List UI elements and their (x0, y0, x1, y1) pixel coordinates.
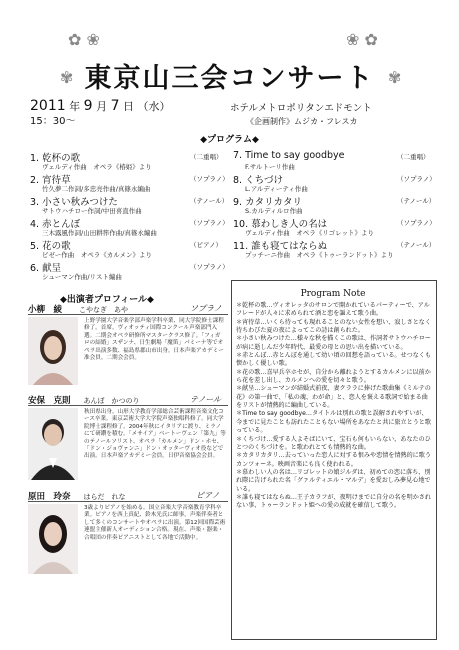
program-item-performer-tag: （テノール） (190, 197, 229, 205)
program-item-title: 10. 慕わしき人の名は (233, 219, 328, 230)
program-note-title: Program Note (300, 289, 366, 299)
performer-role: ソプラノ (190, 304, 222, 313)
program-item-composer: 竹久夢二作詞/多忠亮作曲/真篠永編曲 (42, 185, 151, 193)
program-item-title: 3. 小さい秋みつけた (30, 197, 118, 208)
performer-bio: 上野学園大学音楽学部声楽学科卒業、同大学院修士課程修了。首席。ヴィオッティ国際コンクール声楽部門入選。二期会オペラ研修所マスタークラス修了。「フィガロの結婚」スザンナ、日生劇場「魔笛」パミーナ等でオペラ出演多数、福島県郡山市出身。日本声楽アカデミー准会員。二期会会員。 (84, 318, 224, 362)
performer-name-text: 安保 克則 (28, 396, 71, 406)
program-item-performer-tag: （二重唱） (397, 153, 430, 161)
program-heading: ◆プログラム◆ (200, 135, 259, 145)
flower-decoration-icon: ✾ (60, 68, 74, 87)
program-note-paragraph: ＊献呈…シューマンが結婚式前夜、妻クララに捧げた歌曲集《ミルテの花》の第一曲で、「私の魂、わが命」と、恋人を褒える歌詞で始まる曲をリストが情熱的に編曲している。 (236, 385, 431, 410)
program-item-performer-tag: （ソプラノ） (397, 175, 436, 183)
venue: ホテルメトロポリタンエドモント (230, 103, 372, 114)
program-item-composer: プッチーニ作曲 オペラ《トゥーランドット》より (245, 251, 394, 259)
concert-time: 15：30～ (30, 116, 76, 127)
program-item-composer: ヴェルディ作曲 オペラ《リゴレット》より (245, 229, 375, 237)
divider (28, 405, 228, 406)
program-item-performer-tag: （ソプラノ） (397, 219, 436, 227)
performer-photo (28, 504, 78, 574)
program-item-title: 4. 赤とんぼ (30, 219, 81, 230)
program-item-title: 6. 献呈 (30, 263, 62, 274)
program-item-composer: ヴェルディ作曲 オペラ《椿姫》より (42, 163, 152, 171)
program-item-composer: 三木露風作詞/山田耕筰作曲/真篠永編曲 (42, 229, 157, 237)
date-year: 2011 (30, 98, 66, 114)
flower-decoration-icon: ✾ (388, 68, 402, 87)
performer-photo (28, 408, 78, 480)
program-item-title: 11. 誰も寝てはならぬ (233, 241, 328, 252)
program-note-paragraph: ＊赤とんぼ…赤とんぼを通して幼い頃の回想を語っている。せつなくも懐かしく優しい歌。 (236, 352, 431, 368)
program-note-paragraph: ＊慕わしい人の名は…リゴレットの娘ジルダは、初めての恋に落ち、別れ際に告げられた名「グァルティエル・マルデ」を愛おしみ夢見心地でいる。 (236, 468, 431, 493)
divider (28, 314, 228, 315)
program-item-performer-tag: （ソプラノ） (190, 219, 229, 227)
program-note-paragraph: ＊乾杯の歌…ヴィオレッタのサロンで開かれているパーティーで、アルフレードが人々に求められて酒と恋を謳えて歌う曲。 (236, 302, 430, 318)
program-item-title: 8. くちづけ (233, 175, 283, 186)
performer-kana: こやなぎ あや (78, 306, 128, 314)
performer-bio: 3歳よりピアノを始める。国立音楽大学音楽教育学科卒業。ピアノを西上真紀、鈴木光氏に師事。声楽伴奏者として多くのコンサートやオペラに出演。第12回国際芸術連盟主催新人オーディション合格。現在、声楽・器楽・合唱団の伴奏ピアニストとして各地で活動中。 (84, 505, 226, 541)
program-item-title: 5. 花の歌 (30, 241, 71, 252)
performer-kana: あんぼ かつのり (83, 397, 140, 405)
program-item-title: 7. Time to say goodbye (233, 150, 345, 161)
flower-decoration-icon: ❀ ✿ (346, 30, 378, 49)
program-note-paragraph: ＊小さい秋みつけた…様々な秋を描くこの歌は、作詞者サトウハチローが病に逝しんだ少年時代、最愛の母との思い出を描いている。 (236, 335, 431, 351)
program-item-title: 2. 宵待草 (30, 175, 71, 186)
program-item-composer: シューマン作曲/リスト編曲 (42, 273, 122, 281)
performer-role: ピアノ (196, 491, 220, 500)
program-note-paragraph: ＊花の歌…喜早兵卒ホセが、自分から離れようとするカルメンに以前から花を差し出し、カルメンへの愛を切々と歌う。 (236, 368, 431, 385)
program-item-composer: S.カルディルロ作曲 (245, 207, 303, 215)
date-weekday: （水） (137, 100, 171, 113)
program-item-performer-tag: （テノール） (397, 241, 436, 249)
concert-title: 東京山三会コンサート (84, 63, 375, 94)
program-note-text (236, 302, 432, 511)
date-day: 7 (110, 98, 120, 114)
program-note-paragraph: ＊誰も寝てはならぬ…王子カラフが、夜明けまでに自分の名を明かされない事、トゥーランドット姫への愛の成就を確信して歌う。 (236, 493, 431, 510)
program-item-performer-tag: （二重唱） (190, 153, 223, 161)
performer-bio: 秋田県出身。山形大学教育学部総合芸術課程音楽文化コース卒業。東京芸術大学大学院声楽独唱科修了。同大学院博士課程修了。2004年秋にイタリアに渡り、ミラノにて研鑽を積む。「メサイア」ベートーヴェン「第九」等のテノールソリスト、オペラ「カルメン」ドン・ホセ、「ドン・ジョヴァンニ」ドン・オッターヴィオ役などで出演。日本声楽アカデミー会員。日伊音楽協会会員。 (84, 409, 226, 460)
program-note-paragraph: ＊カタリカタリ…去っていった恋人に対する恨みや恋情を情熱的に歌うカンツォーネ。映画音楽にも良く使われる。 (236, 452, 431, 468)
performer-photo (28, 317, 78, 385)
organizer: 《企画制作》ムジカ・フレスカ (246, 117, 358, 126)
profile-heading: ◆出演者プロフィール◆ (60, 295, 154, 305)
program-item-title: 9. カタリカタリ (233, 197, 302, 208)
performer-role: テノール (190, 395, 222, 404)
program-item-performer-tag: （ソプラノ） (190, 175, 229, 183)
program-item-composer: ビゼー作曲 オペラ《カルメン》より (42, 251, 153, 259)
performer-kana: はらだ れな (83, 493, 126, 501)
program-item-composer: F.サルトーリ作曲 (245, 163, 295, 171)
date-month: 9 (83, 98, 93, 114)
date-month-unit: 月 (96, 100, 108, 113)
date-day-unit: 日 (122, 100, 134, 113)
program-item-performer-tag: （ソプラノ） (190, 263, 229, 271)
program-item-composer: L.アルディーティ作曲 (245, 185, 308, 193)
program-note-paragraph: ＊宵待草…いくら待っても現れることのない女性を想い、寂しさとなく待ちわびた夏の夜によってこの詩は創られた。 (236, 318, 431, 335)
flower-decoration-icon: ✿ ❀ (68, 30, 100, 49)
performer-name-text: 小柳 綾 (28, 305, 63, 315)
date-year-unit: 年 (69, 100, 81, 113)
program-note-paragraph: ＊くちづけ…愛する人よそばにいて、宝石も何もいらない、あなたのひとつのくちづけを。と歌われとても情熱的な曲。 (236, 435, 431, 451)
program-item-performer-tag: （ピアノ） (190, 241, 222, 249)
program-note-paragraph: ＊Time to say goodbye…タイトルは別れの歌と誤解されやすいが、今までに見たことも訪れたこともない場所をあなたと共に旅立とうと歌っている。 (236, 410, 431, 435)
divider (28, 501, 228, 502)
program-item-title: 1. 乾杯の歌 (30, 153, 81, 164)
performer-name-text: 原田 玲奈 (28, 492, 71, 502)
program-item-performer-tag: （テノール） (397, 197, 436, 205)
program-item-composer: サトウハチロー作詞/中田喜直作曲 (42, 207, 142, 215)
